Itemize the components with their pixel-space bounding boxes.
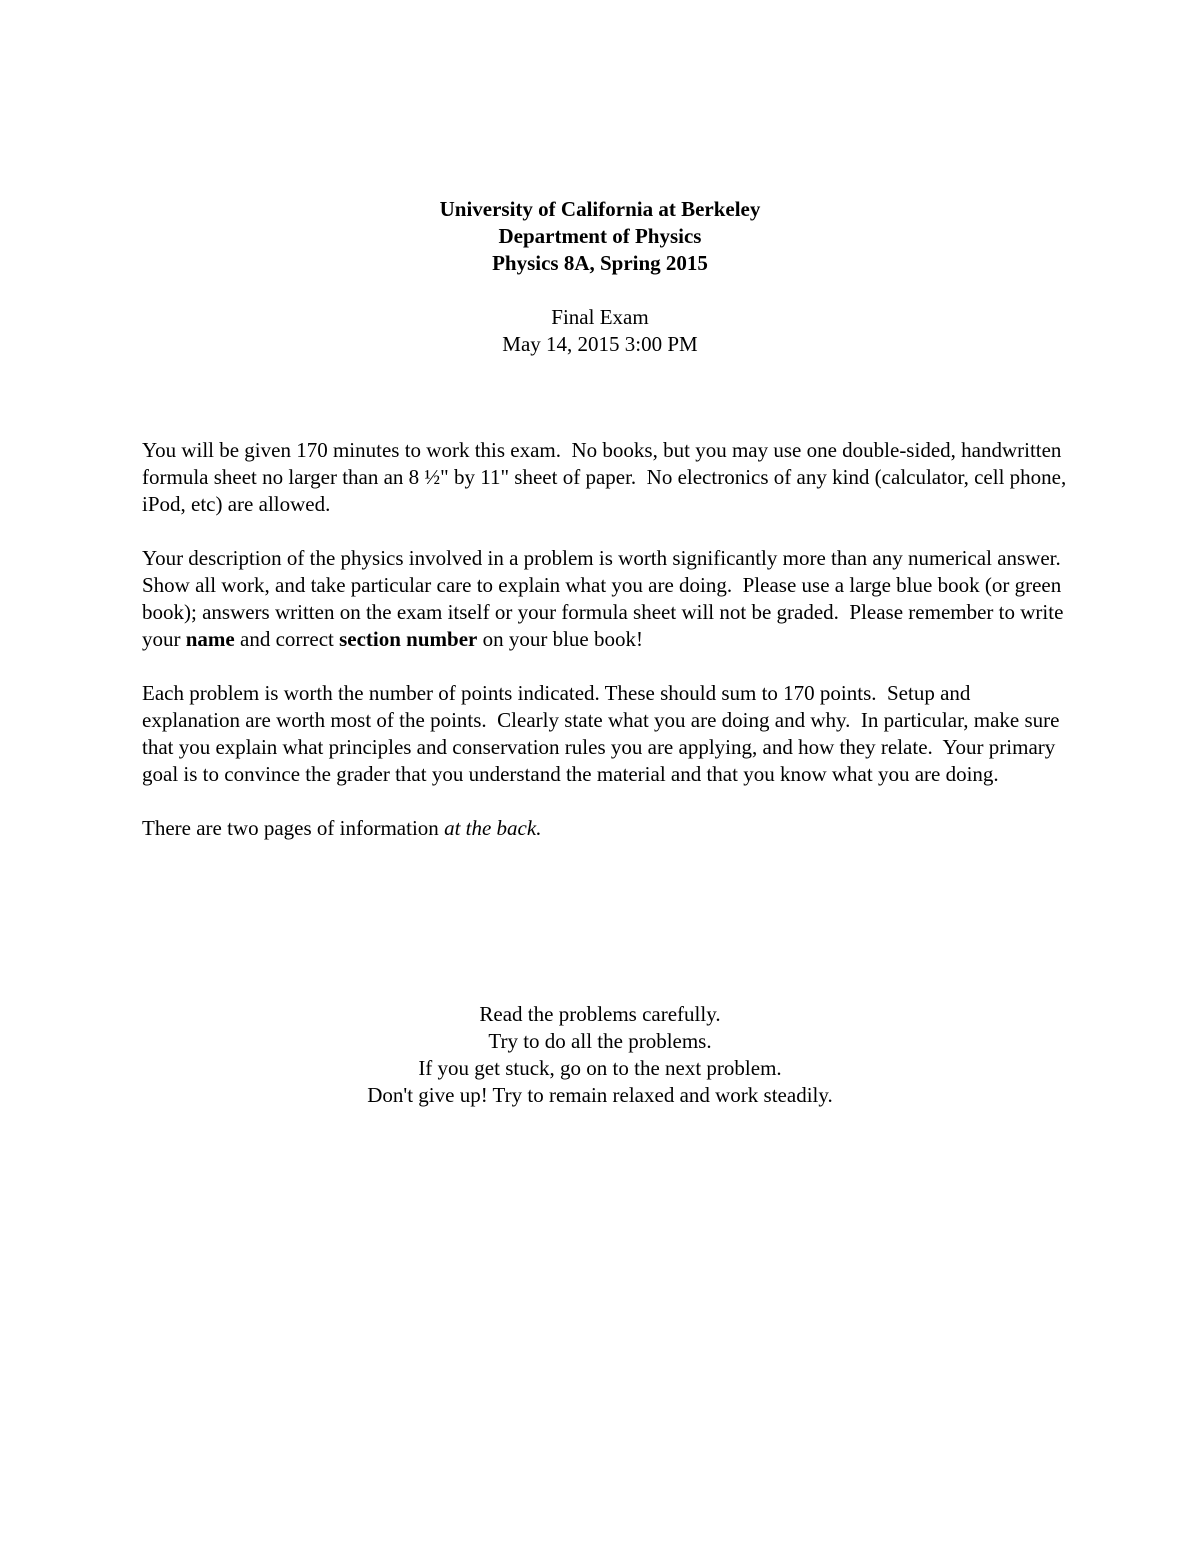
exam-instructions [142,437,1072,869]
instructions-points: Each problem is worth the number of points indicated. These should sum to 170 points. Setup and explanation are worth most of the points. Clearly state what you are doing and why. In particular, make sure that you explain what principles and conservation rules you are applying, and how they relate. Your primary goal is to convince the grader that you understand the material and that you know what you are doing. [142,681,1065,786]
closing-line: Don't give up! Try to remain relaxed and work steadily. [367,1083,833,1107]
instructions-work-blue-book [142,545,1072,653]
closing-line: Read the problems carefully. [479,1002,721,1026]
at-the-back-emphasis: at the back. [444,816,542,840]
closing-line: If you get stuck, go on to the next problem. [418,1056,782,1080]
instructions-text: Your description of the physics involved in a problem is worth significantly more than any numerical answer. Show all work, and take particular care to explain what you are doing. Please use a large blue book (or green book); answers written on the exam itself or your formula sheet will not be graded. Please remember to write your [142,546,1072,651]
exam-date: May 14, 2015 3:00 PM [502,332,698,356]
closing-advice [0,1001,1200,1109]
university-name: University of California at Berkeley [439,197,761,221]
department-name: Department of Physics [498,224,702,248]
closing-line: Try to do all the problems. [488,1029,712,1053]
instructions-text: on your blue book! [477,627,644,651]
instructions-time-materials: You will be given 170 minutes to work this exam. No books, but you may use one double-sided, handwritten formula sheet no larger than an 8 ½" by 11" sheet of paper. No electronics of any kind (calculator, cell phone, iPod, etc) are allowed. [142,438,1072,516]
section-number-emphasis: section number [339,627,478,651]
instructions-info-pages [142,815,1072,842]
course-title: Physics 8A, Spring 2015 [492,251,708,275]
exam-header [0,196,1200,358]
exam-title: Final Exam [551,305,649,329]
name-emphasis: name [185,627,235,651]
instructions-text: There are two pages of information [142,816,445,840]
instructions-text: and correct [234,627,340,651]
